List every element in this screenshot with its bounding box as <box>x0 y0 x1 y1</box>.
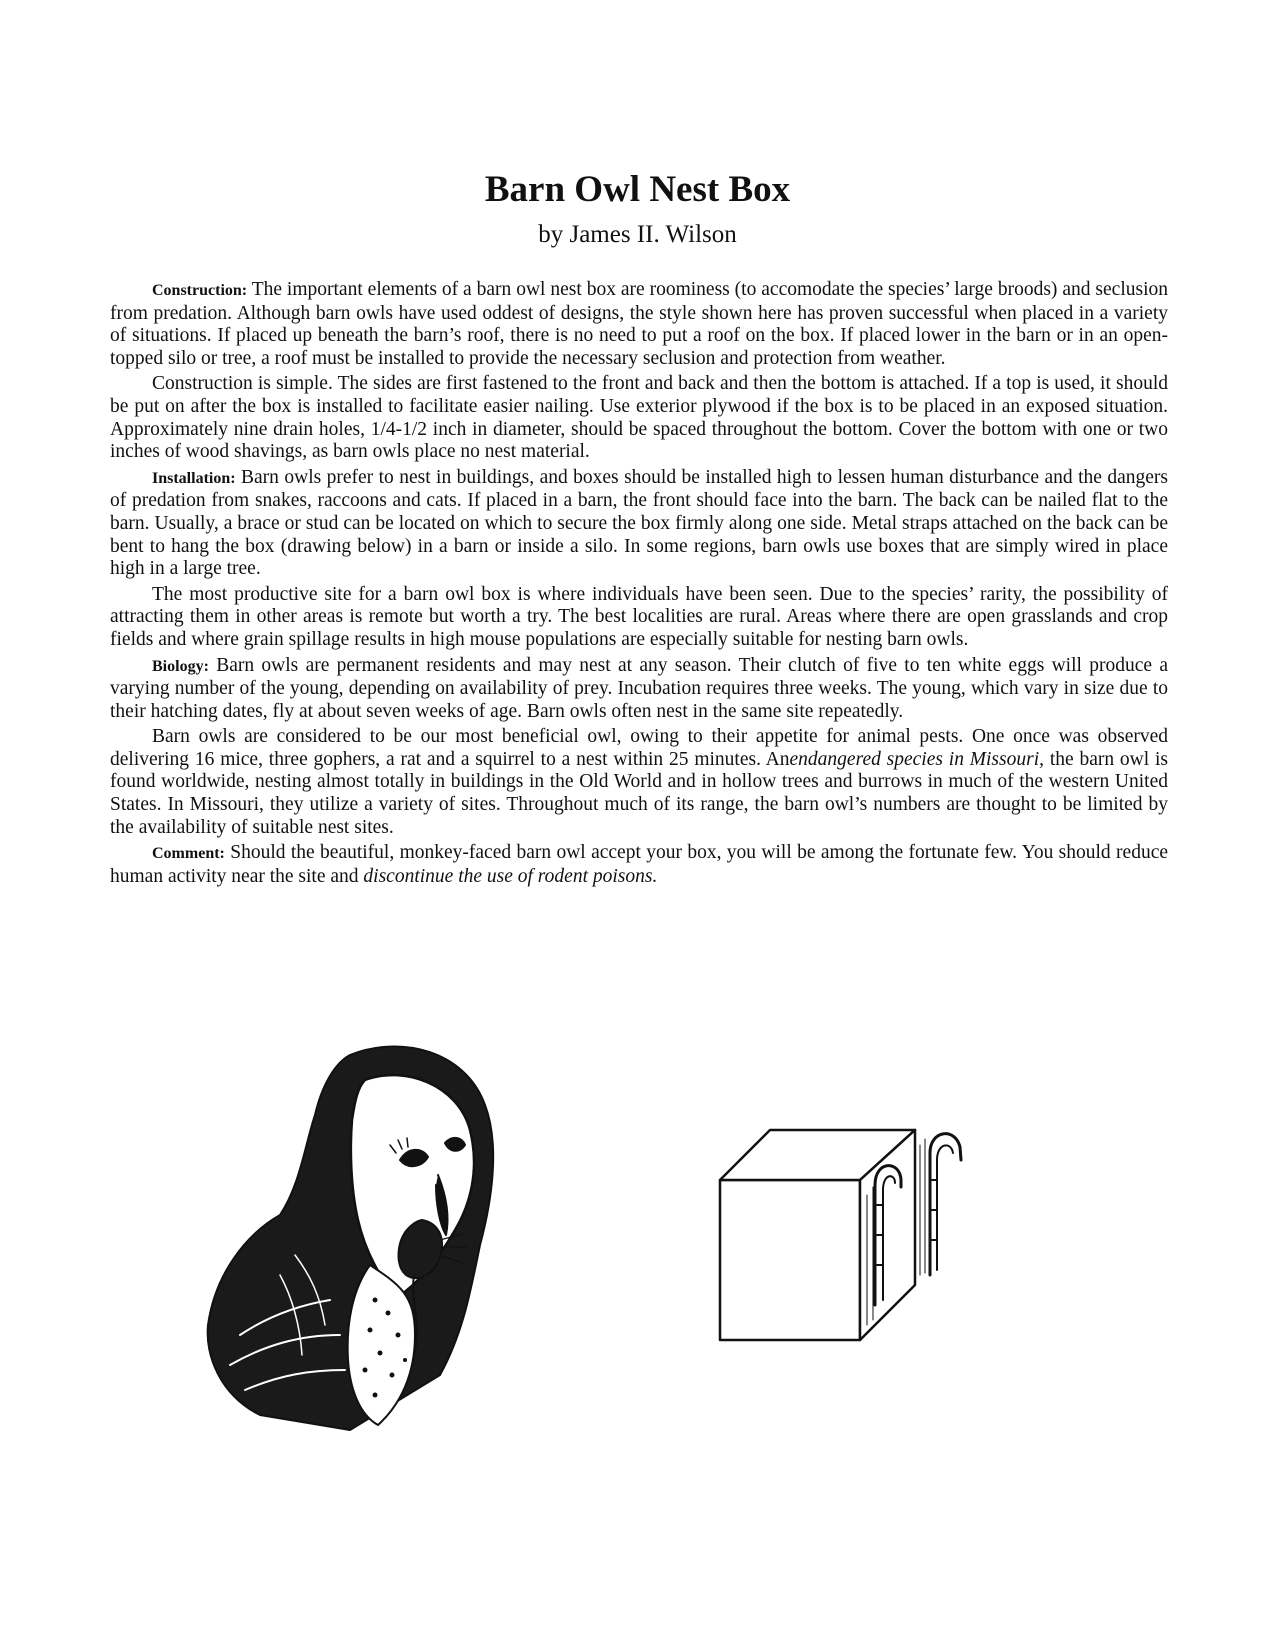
barn-owl-illustration <box>200 1035 530 1435</box>
section-heading-comment: Comment: <box>152 845 225 863</box>
comment-text: Should the beautiful, monkey-faced barn owl accept your box, you will be among the fortunate few. You should reduce human activity near the site and <box>110 842 1169 887</box>
installation-text-2: The most productive site for a barn owl box is where individuals have been seen. Due to the species’ rarity, the possibility of attracting them in other areas is remote but worth a try. The best localities are rural. Areas where there are open grasslands and crop fields and where grain spillage results in high mouse populations are especially suitable for nesting barn owls. <box>110 583 1168 650</box>
biology-text-2a: Barn owls are considered to be our most beneficial owl, owing to their appetite for animal pests. One once was observed delivering 16 mice, three gophers, a rat and a squirrel to a nest within 25 minutes. An <box>110 726 1168 770</box>
biology-paragraph <box>110 655 1168 724</box>
page-title: Barn Owl Nest Box <box>484 169 791 210</box>
byline: by James II. Wilson <box>538 221 737 248</box>
installation-text: Barn owls prefer to nest in buildings, and boxes should be installed high to lessen human disturbance and the dangers of predation from snakes, raccoons and cats. If placed in a barn, the front should face into the barn. The back can be nailed flat to the barn. Usually, a brace or stud can be located on which to secure the box firmly along one side. Metal straps attached on the back can be bent to hang the box (drawing below) in a barn or inside a silo. In some regions, barn owls use boxes that are simply wired in place high in a large tree. <box>110 466 1168 580</box>
nest-box-icon <box>715 1125 1005 1350</box>
section-heading-construction: Construction: <box>152 282 248 299</box>
construction-paragraph-2 <box>110 373 1168 463</box>
construction-paragraph <box>110 279 1168 370</box>
section-heading-installation: Installation: <box>152 469 236 487</box>
installation-paragraph <box>110 467 1168 581</box>
installation-paragraph-2 <box>110 584 1168 652</box>
biology-text: Barn owls are permanent residents and may nest at any season. Their clutch of five to ten white eggs will produce a varying number of the young, depending on availability of prey. Incubation requires three weeks. The young, which vary in size due to their hatching dates, fly at about seven weeks of age. Barn owls often nest in the same site repeatedly. <box>110 654 1168 722</box>
section-heading-biology: Biology: <box>152 657 209 675</box>
biology-text-2b: the barn owl is found worldwide, nesting almost totally in buildings in the Old World and in hollow trees and burrows in much of the western United States. In Missouri, they utilize a variety of sites. Throughout much of its range, the barn owl’s numbers are thought to be limited by the availability of suitable nest sites. <box>110 748 1168 838</box>
endangered-species-emphasis: endangered species in Missouri, <box>789 748 1044 770</box>
construction-text: The important elements of a barn owl nest box are roominess (to accomodate the species’ large broods) and seclusion from predation. Although barn owls have used oddest of designs, the style shown here has proven successful when placed in a variety of situations. If placed up beneath the barn’s roof, there is no need to put a roof on the box. If placed lower in the barn or in an open-topped silo or tree, a roof must be installed to provide the necessary seclusion and protection from weather. <box>110 279 1168 369</box>
article-body <box>110 279 1168 891</box>
biology-paragraph-2 <box>110 726 1168 839</box>
nest-box-illustration <box>715 1125 1005 1350</box>
construction-text-2: Construction is simple. The sides are first fastened to the front and back and then the bottom is attached. If a top is used, it should be put on after the box is installed to facilitate easier nailing. Use exterior plywood if the box is to be placed in an exposed situation. Approximately nine drain holes, 1/4-1/2 inch in diameter, should be spaced throughout the bottom. Cover the bottom with one or two inches of wood shavings, as barn owls place no nest material. <box>110 373 1168 463</box>
comment-paragraph <box>110 842 1168 888</box>
rodent-poison-emphasis: discontinue the use of rodent poisons. <box>363 865 658 887</box>
barn-owl-icon <box>200 1035 530 1435</box>
